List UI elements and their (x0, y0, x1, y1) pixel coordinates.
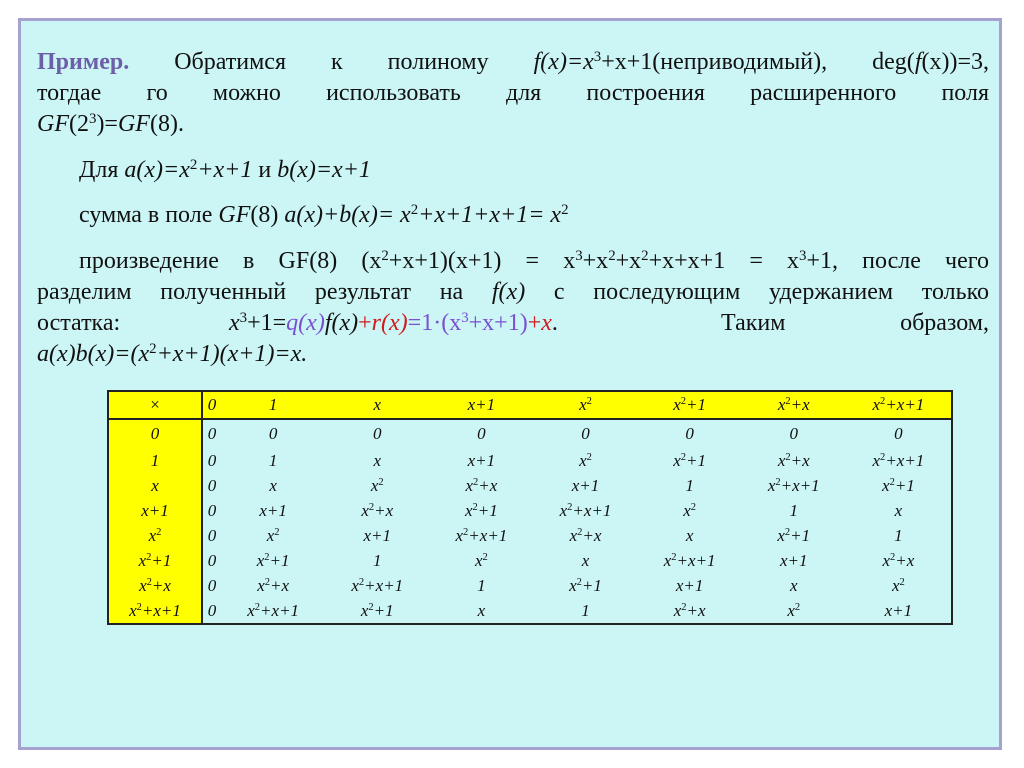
def-a: a(x)=x (124, 157, 190, 183)
example-label: Пример. (37, 49, 130, 75)
table-row (108, 498, 952, 523)
table-row (108, 573, 952, 598)
prod-l3eq: +1= (247, 310, 287, 336)
poly-exp: 3 (593, 48, 602, 65)
gf8-multiplication-table (107, 390, 953, 625)
table-cell: 0 (202, 598, 221, 624)
table-row (108, 419, 952, 448)
product-line-2 (37, 277, 989, 308)
prod-p4: +x+x+1 = x (648, 248, 800, 274)
table-cell: 0 (207, 500, 217, 520)
table-cell: $x^2+x+1$ (559, 500, 612, 520)
prod-l2b: с последующим удержанием только (525, 279, 990, 305)
table-cell: x (429, 598, 533, 624)
table-cell: $x^2+1$ (464, 500, 498, 520)
prod-e2: 3 (575, 247, 583, 264)
table-cell: $x^2$ (474, 550, 488, 570)
sum-expr: a(x)+b(x)= x (284, 202, 411, 228)
table-cell: 1 (373, 550, 382, 570)
prod-l3e: 3 (239, 309, 248, 326)
table-header-cell: $x^2+1$ (638, 391, 742, 419)
prod-p5: +1, после чего (806, 248, 990, 274)
definitions-line (79, 155, 1024, 186)
prod-l4e: 2 (149, 340, 157, 357)
table-cell: 0 (846, 419, 952, 448)
prod-l3c: образом, (900, 310, 989, 336)
deg-f: f (914, 49, 922, 75)
quotient-q: q(x) (286, 310, 325, 336)
table-cell: 1 (789, 500, 799, 520)
table-cell: $x^2+x$ (361, 500, 394, 520)
slide-frame (18, 18, 1002, 750)
table-cell: $x^2+1$ (673, 450, 707, 470)
table-cell: $x^2+x+1$ (846, 448, 952, 473)
prod-p1: +x+1)(x+1) = x (388, 248, 576, 274)
table-cell: x+1 (259, 500, 287, 520)
table-header-cell: x+1 (429, 391, 533, 419)
table-cell: $x^2+1$ (256, 550, 290, 570)
sum-expr-rest: +x+1+x+1= x (418, 202, 562, 228)
table-cell: x (373, 450, 382, 470)
table-cell: x+1 (780, 550, 808, 570)
prod-l3a: остатка: (37, 310, 121, 336)
prod-p2: +x (582, 248, 609, 274)
gf-a-close: )= (96, 111, 118, 137)
table-row (108, 448, 952, 473)
gf-a: GF (37, 111, 69, 137)
product-line-4 (37, 339, 989, 370)
table-cell: $x^2$ (579, 450, 592, 470)
def-prefix: Для (79, 157, 125, 183)
prod-l3b: Таким (721, 310, 786, 336)
table-cell: x+1 (675, 575, 704, 595)
table-cell: 1 (268, 450, 278, 470)
product-line-1 (79, 246, 989, 277)
table-cell: $x^2$ (683, 500, 697, 520)
prod-p3: +x (615, 248, 642, 274)
prod-l3x: x (229, 310, 240, 336)
table-cell: 0 (477, 424, 486, 443)
sum-gf-rest: (8) (250, 202, 285, 228)
table-cell: 1 (533, 598, 637, 624)
row-header-cell: 1 (108, 448, 202, 473)
gf-a-open: (2 (69, 111, 89, 137)
table-header-cell: x (325, 391, 429, 419)
table-cell: $x^2+x+1$ (767, 475, 820, 495)
prod-e4: 2 (641, 247, 649, 264)
prod-eq2: = (407, 310, 422, 336)
table-cell: x (581, 550, 590, 570)
intro-line-1 (37, 47, 989, 78)
prod-e1: 2 (381, 247, 389, 264)
table-cell: $x^2+1$ (846, 473, 952, 498)
def-b: b(x)=x+1 (277, 157, 371, 183)
table-header-cell: $x^2+x$ (742, 391, 846, 419)
prod-one-e: 3 (461, 309, 469, 326)
divisor-f: f(x) (324, 310, 359, 336)
table-row (108, 473, 952, 498)
row-header-cell: $x^2+x$ (108, 573, 202, 598)
table-row (108, 523, 952, 548)
gf-b: GF (117, 111, 150, 137)
prod-plus1: + (358, 310, 372, 336)
table-header-cell: $x^2$ (533, 391, 637, 419)
prod-l4: a(x)b(x)=(x (37, 341, 150, 367)
table-cell: $x^2+1$ (777, 525, 811, 545)
table-header-cell: 1 (221, 391, 325, 419)
table-header-cell: $x^2+x+1$ (846, 391, 952, 419)
table-cell: 0 (373, 424, 382, 443)
def-a-rest: +x+1 (197, 157, 253, 183)
prod-prefix: произведение в GF(8) (x (79, 248, 382, 274)
row-header-cell: x+1 (108, 498, 202, 523)
table-cell: 0 (789, 424, 799, 443)
gf-b-rest: (8). (149, 111, 184, 137)
intro-line-2: тогдае го можно использовать для построения расширенного поля (37, 80, 989, 106)
sum-prefix: сумма в поле (79, 202, 219, 228)
product-line-3 (37, 308, 989, 339)
table-cell: x (846, 498, 952, 523)
table-cell: $x^2+x+1$ (663, 550, 716, 570)
table-cell: 1 (685, 475, 694, 495)
intro-text: Обратимся к полиному (129, 49, 534, 75)
table-cell: x+1 (846, 598, 952, 624)
table-cell: $x^2+x+1$ (221, 598, 325, 624)
row-header-cell: $x^2+1$ (108, 548, 202, 573)
gf-a-exp: 3 (89, 110, 97, 127)
intro-line-3 (37, 109, 989, 140)
table-cell: 0 (685, 424, 694, 443)
table-cell: $x^2+1$ (325, 598, 429, 624)
table-cell: $x^2$ (266, 525, 280, 545)
table-cell: $x^2+x$ (846, 548, 952, 573)
table-cell: $x^2+x$ (257, 575, 290, 595)
prod-l2f: f(x) (491, 279, 526, 305)
table-header-cell: 0 (202, 391, 221, 419)
table-cell: x (685, 525, 694, 545)
table-cell: 0 (207, 575, 217, 595)
table-cell: $x^2+1$ (569, 575, 602, 595)
prod-one: 1·(x (421, 310, 462, 336)
table-cell: $x^2+x$ (777, 450, 810, 470)
table-cell: 0 (207, 475, 217, 495)
table-cell: x+1 (363, 525, 392, 545)
prod-e5: 3 (799, 247, 807, 264)
poly-f: f (533, 49, 541, 75)
prod-one-rest: +x+1) (468, 310, 528, 336)
sum-expr-exp: 2 (410, 201, 419, 218)
def-a-exp: 2 (189, 156, 198, 173)
table-cell: x (789, 575, 798, 595)
table-cell: $x^2$ (846, 573, 952, 598)
table-cell: 0 (581, 424, 590, 443)
table-cell: $x^2$ (742, 598, 846, 624)
row-header-cell: $x^2$ (108, 523, 202, 548)
poly-rest: +x+1(неприводимый), deg( (601, 49, 915, 75)
prod-dot: . (551, 310, 558, 336)
table-cell: $x^2$ (370, 475, 384, 495)
prod-l4-rest: +x+1)(x+1)=x. (156, 341, 308, 367)
sum-res-exp: 2 (561, 201, 569, 218)
table-row (108, 548, 952, 573)
prod-plus2: + (527, 310, 542, 336)
table-cell: 1 (477, 575, 486, 595)
prod-e3: 2 (608, 247, 616, 264)
table-corner: × (108, 391, 202, 419)
table-row (108, 598, 952, 624)
table-cell: 1 (846, 523, 952, 548)
row-header-cell: $x^2+x+1$ (108, 598, 202, 624)
table-cell: $x^2+x+1$ (455, 525, 508, 545)
sum-line (79, 200, 1024, 231)
table-cell: $x^2+x$ (569, 525, 602, 545)
def-and: и (252, 157, 278, 183)
poly-x: (x)=x (540, 49, 594, 75)
table-cell: x+1 (571, 475, 600, 495)
table-cell: 0 (207, 550, 217, 570)
table-cell: $x^2+x$ (465, 475, 498, 495)
sum-gf: GF (218, 202, 251, 228)
table-cell: 0 (207, 525, 217, 545)
table-cell: 0 (207, 450, 217, 470)
row-header-cell: x (108, 473, 202, 498)
remainder-r: r(x) (371, 310, 408, 336)
prod-l2a: разделим полученный результат на (37, 279, 492, 305)
prod-xr: x (541, 310, 552, 336)
table-cell: $x^2+x$ (638, 598, 742, 624)
table-cell: 0 (268, 424, 278, 443)
row-header-cell: 0 (108, 419, 202, 448)
deg-rest: (x))=3, (921, 49, 989, 75)
table-cell: 0 (207, 424, 217, 443)
table-cell: x (269, 475, 277, 495)
table-cell: $x^2+x+1$ (351, 575, 404, 595)
table-cell: x+1 (467, 450, 496, 470)
